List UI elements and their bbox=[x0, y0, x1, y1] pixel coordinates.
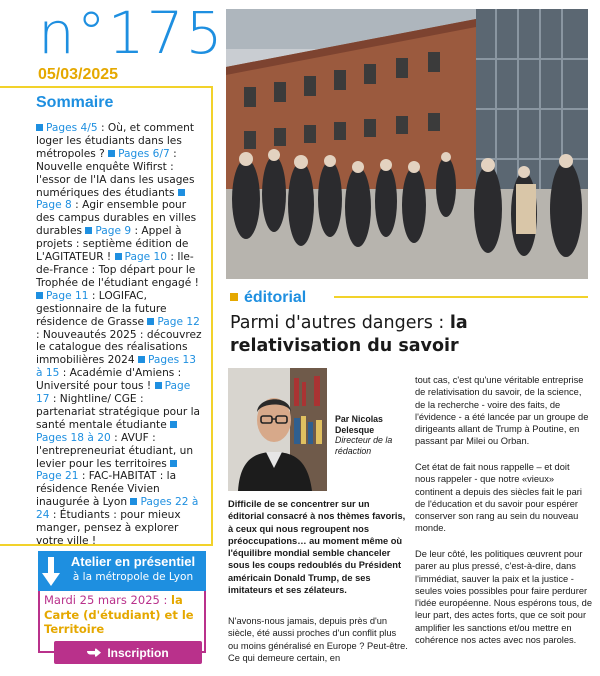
atelier-topic: la Carte (d'étudiant) et le Territoire bbox=[44, 593, 194, 636]
editorial-tag bbox=[230, 289, 306, 307]
pointing-hand-icon bbox=[87, 648, 101, 658]
summary-entry-text: : Académie d'Amiens : Université pour tous ! bbox=[36, 367, 182, 393]
editorial-paragraph-5: De leur côté, les politiques œuvrent pour parer au plus pressé, c'est-à-dire, dans l'immédiat, sauver la paix et la justice - seules voies possibles pour faire perdurer l'idée européenne. Nous espérons tous, de leur part, des actes forts, que ce soit pour amplifier les sanctions et/ou mettre en cohérence nos actes avec nos paroles. bbox=[415, 549, 592, 646]
square-bullet-icon bbox=[36, 124, 43, 131]
summary-entry-pages: Page 9 bbox=[95, 225, 132, 238]
summary-entry-text: : Appel à projets : septième édition de L'AGITATEUR ! bbox=[36, 225, 189, 264]
editorial-paragraph-4: Cet état de fait nous rappelle – et doit nous rappeler - que notre «vieux» continent a depuis des siècles fait le pari de l'éducation et du savoir pour espérer conserver son rang au sein du nouveau monde. bbox=[415, 462, 582, 534]
square-bullet-icon bbox=[108, 150, 115, 157]
editorial-intro: Difficile de se concentrer sur un éditorial consacré à nos thèmes favoris, à ceux qui nous regroupent nos préoccupations… au moment même où l'équilibre mondial semble chanceler sous les coups redoublés du Président américain Donald Trump, de ses imitateurs et ses zélateurs. bbox=[228, 499, 406, 596]
summary-entry-pages: Pages 6/7 bbox=[118, 147, 170, 160]
atelier-title: Atelier en présentiel bbox=[70, 554, 196, 569]
inscription-label: Inscription bbox=[107, 645, 169, 660]
square-bullet-icon bbox=[138, 356, 145, 363]
summary-entry-text: : FAC-HABITAT : la résidence Renée Vivien inaugurée à Lyon bbox=[36, 470, 177, 509]
editorial-headline bbox=[230, 312, 590, 358]
summary-list bbox=[36, 122, 203, 548]
summary-entry-text: : Nightline/ CGE : partenariat stratégique pour la santé mentale étudiante bbox=[36, 393, 201, 431]
square-bullet-icon bbox=[147, 318, 154, 325]
atelier-date: Mardi 25 mars 2025 : bbox=[44, 593, 168, 607]
square-bullet-icon bbox=[85, 227, 92, 234]
summary-entry-text: : Nouvelle enquête Wifirst : l'essor de l'IA dans les usages numériques des étudiants bbox=[36, 147, 195, 199]
issue-number: n°175 bbox=[38, 0, 225, 67]
summary-entry-text: : Étudiants : pour mieux manger, pensez à explorer votre ville ! bbox=[36, 509, 181, 547]
summary-entry-pages: Page 12 bbox=[157, 315, 200, 328]
summary-entry-pages: Page 10 bbox=[124, 251, 168, 264]
headline-light: Parmi d'autres dangers : bbox=[230, 313, 445, 333]
summary-box bbox=[0, 86, 213, 546]
editorial-paragraph-2: N'avons-nous jamais, depuis près d'un siècle, été aussi proches d'un conflit plus ou moins généralisé en Europe ? Peut-être. Ce qui demeure certain, en bbox=[228, 616, 408, 663]
atelier-header bbox=[38, 551, 206, 591]
summary-title: Sommaire bbox=[36, 94, 114, 111]
square-bullet-icon bbox=[178, 189, 185, 196]
square-bullet-icon bbox=[115, 253, 122, 260]
square-bullet-icon bbox=[36, 292, 43, 299]
summary-entry-text: : AVUF : l'entrepreneuriat étudiant, un levier pour les territoires bbox=[36, 431, 194, 470]
square-bullet-icon bbox=[155, 382, 162, 389]
summary-entry-pages: Page 21 bbox=[36, 470, 79, 483]
inscription-button[interactable] bbox=[54, 641, 202, 664]
author-name-text: Nicolas Delesque bbox=[335, 414, 383, 435]
square-bullet-icon bbox=[230, 293, 238, 301]
editorial-paragraph-3: tout cas, c'est qu'une véritable entreprise de relativisation du savoir, de la science, de la recherche - voire des faits, de l'évidence - a été lancée par un groupe de dirigeants allant de Trump à Poutine, en passant par Milei ou Orban. bbox=[415, 375, 589, 447]
square-bullet-icon bbox=[170, 421, 177, 428]
author-block bbox=[335, 414, 403, 456]
square-bullet-icon bbox=[130, 498, 137, 505]
summary-entry-pages: Pages 22 à 24 bbox=[36, 496, 199, 522]
summary-entry-pages: Pages 13 à 15 bbox=[36, 354, 197, 380]
summary-entry-text: : Nouveautés 2025 : découvrez le catalogue des réalisations immobilières 2024 bbox=[36, 328, 202, 367]
author-role: Directeur de la rédaction bbox=[335, 435, 393, 456]
editorial-tag-label: éditorial bbox=[244, 289, 307, 306]
summary-entry-text: : Agir ensemble pour des campus durables en villes durables bbox=[36, 199, 197, 238]
summary-entry-text: : Où, et comment loger les étudiants dans les métropoles ? bbox=[36, 122, 195, 160]
summary-entry-pages: Page 11 bbox=[46, 289, 89, 302]
summary-entry-pages: Page 17 bbox=[36, 380, 191, 406]
author-portrait bbox=[228, 368, 327, 491]
summary-entry-pages: Pages 4/5 bbox=[46, 122, 98, 134]
issue-date: 05/03/2025 bbox=[38, 66, 119, 83]
editorial-divider bbox=[334, 296, 588, 298]
square-bullet-icon bbox=[170, 460, 177, 467]
summary-entry-text: : Ile-de-France : Top départ pour le Trophée de l'étudiant engagé ! bbox=[36, 251, 199, 289]
arrow-down-icon bbox=[41, 557, 61, 587]
campus-photo bbox=[226, 9, 588, 279]
summary-entry-pages: Page 8 bbox=[36, 199, 72, 212]
summary-entry-text: : LOGIFAC, gestionnaire de la future résidence de Grasse bbox=[36, 289, 167, 328]
author-prefix: Par bbox=[335, 414, 350, 424]
atelier-subtitle: à la métropole de Lyon bbox=[72, 571, 194, 583]
headline-bold: la relativisation du savoir bbox=[230, 313, 468, 356]
summary-entry-pages: Pages 18 à 20 bbox=[36, 431, 111, 444]
author-name bbox=[335, 414, 403, 435]
